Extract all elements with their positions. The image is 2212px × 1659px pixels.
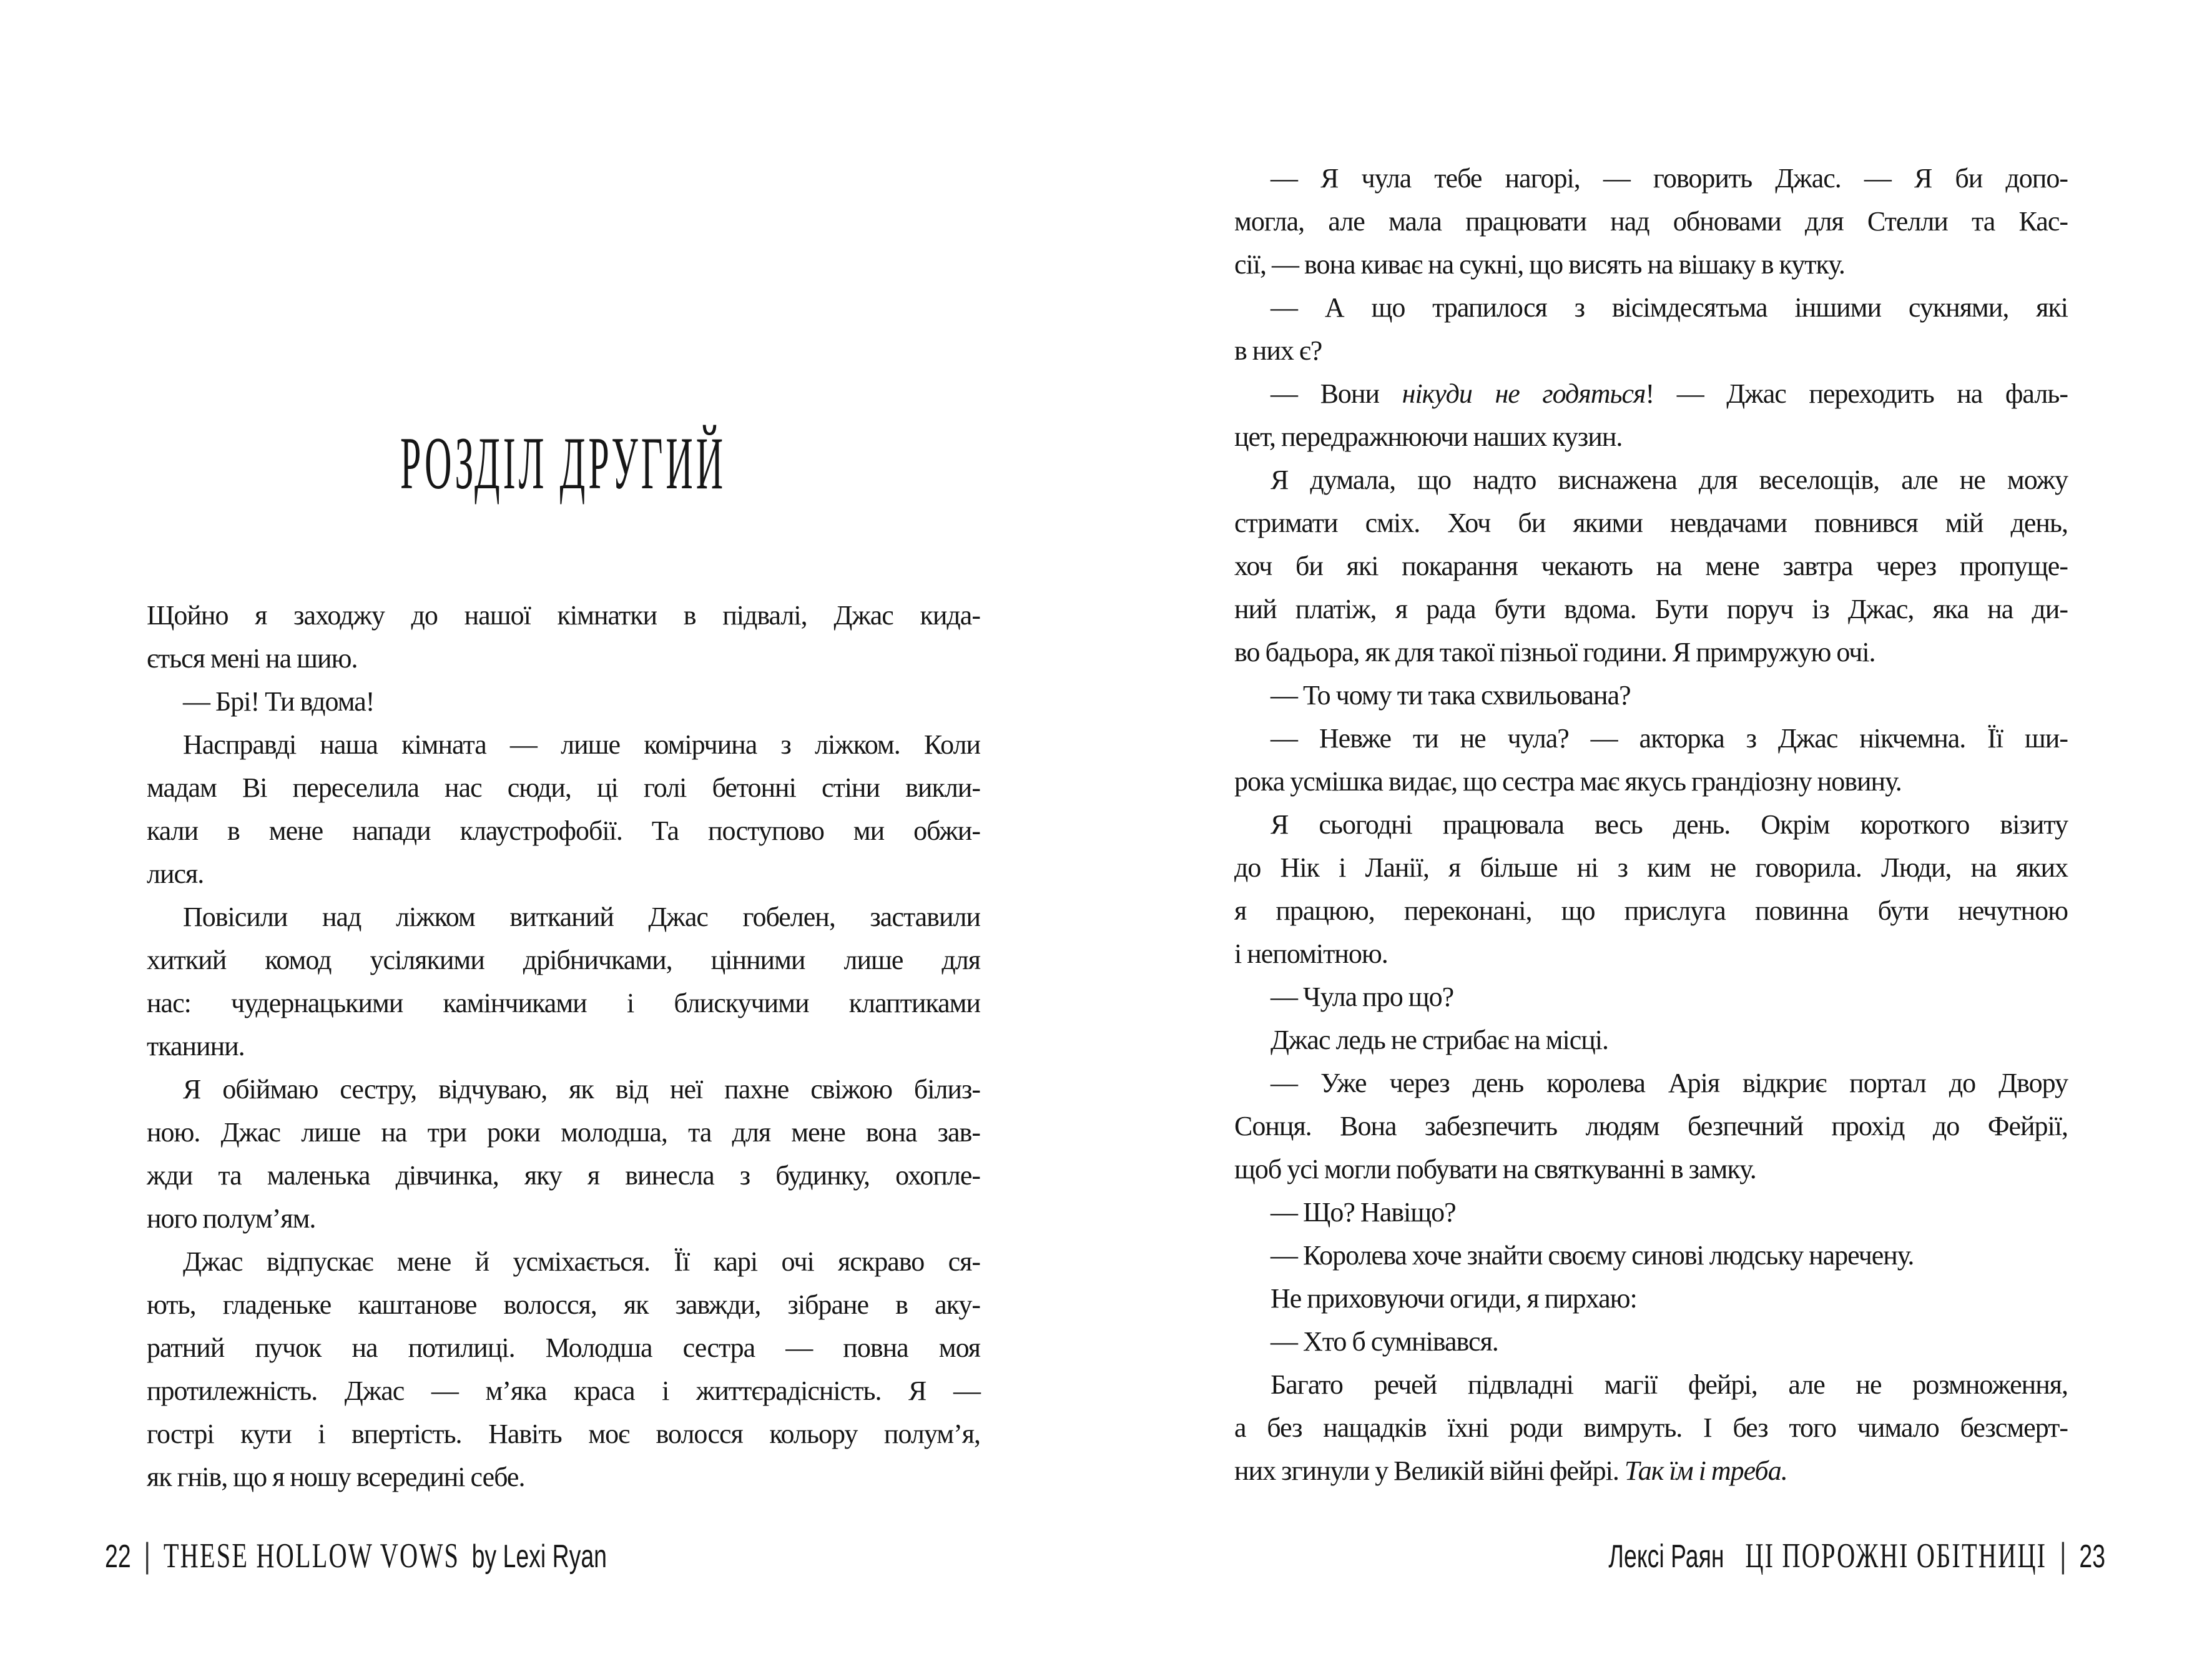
left-running-title: THESE HOLLOW VOWS bbox=[163, 1537, 460, 1575]
text-line: ний платіж, я рада бути вдома. Бути поруч із Джас, яка на ди- bbox=[1234, 594, 2068, 624]
footer-separator: | bbox=[144, 1535, 151, 1575]
paragraph bbox=[147, 895, 980, 1068]
text-line: Джас відпускає мене й усміхається. Її карі очі яскраво ся- bbox=[183, 1246, 980, 1277]
italic-text: нікуди не годяться bbox=[1402, 378, 1646, 409]
paragraph bbox=[1234, 458, 2068, 674]
text-line: мадам Ві переселила нас сюди, ці голі бетонні стіни викли- bbox=[147, 772, 980, 803]
text-line: — Брі! Ти вдома! bbox=[183, 686, 375, 717]
text-line: цет, передражнюючи наших кузин. bbox=[1234, 421, 1623, 452]
paragraph bbox=[1234, 372, 2068, 458]
text-line: ється мені на шию. bbox=[147, 643, 358, 674]
text-line: — Що? Навіщо? bbox=[1271, 1197, 1456, 1228]
paragraph bbox=[1234, 975, 2068, 1018]
text-line: во бадьора, як для такої пізньої години. Я примружую очі. bbox=[1234, 637, 1875, 667]
text-line: — А що трапилося з вісімдесятьма іншими сукнями, які bbox=[1271, 292, 2068, 323]
right-running-title: ЦІ ПОРОЖНІ ОБІТНИЦІ bbox=[1745, 1537, 2047, 1575]
paragraph bbox=[1234, 1061, 2068, 1191]
paragraph bbox=[147, 680, 980, 723]
text-line: Щойно я заходжу до нашої кімнатки в підвалі, Джас кида- bbox=[147, 600, 980, 631]
text-line: Я сьогодні працювала весь день. Окрім короткого візиту bbox=[1271, 809, 2068, 840]
text-line: Я обіймаю сестру, відчуваю, як від неї пахне свіжою білиз- bbox=[183, 1074, 980, 1105]
text-line: — Чула про що? bbox=[1271, 982, 1454, 1012]
text-line: протилежність. Джас — м’яка краса і життєрадісність. Я — bbox=[147, 1376, 980, 1406]
chapter-heading bbox=[147, 420, 980, 525]
paragraph bbox=[1234, 803, 2068, 975]
right-footer bbox=[1608, 1533, 2105, 1580]
text-line: хиткий комод усілякими дрібничками, цінними лише для bbox=[147, 945, 980, 975]
text-line: — Хто б сумнівався. bbox=[1271, 1326, 1498, 1357]
text-line: ною. Джас лише на три роки молодша, та для мене вона зав- bbox=[147, 1117, 980, 1148]
text-line: до Нік і Ланії, я більше ні з ким не говорила. Люди, на яких bbox=[1234, 852, 2068, 883]
text-line: Джас ледь не стрибає на місці. bbox=[1271, 1025, 1608, 1055]
text-line: нас: чудернацькими камінчиками і блискучими клаптиками bbox=[147, 988, 980, 1018]
text-line: — Уже через день королева Арія відкриє портал до Двору bbox=[1271, 1068, 2068, 1098]
text-line: як гнів, що я ношу всередині себе. bbox=[147, 1462, 525, 1492]
text-line: ного полум’ям. bbox=[147, 1203, 316, 1234]
paragraph bbox=[1234, 717, 2068, 803]
paragraph bbox=[1234, 674, 2068, 717]
text-line: рока усмішка видає, що сестра має якусь грандіозну новину. bbox=[1234, 766, 1902, 797]
text-line: Не приховуючи огиди, я пирхаю: bbox=[1271, 1283, 1637, 1314]
text-line: щоб усі могли побувати на святкуванні в замку. bbox=[1234, 1154, 1756, 1184]
text-line: і непомітною. bbox=[1234, 938, 1388, 969]
paragraph bbox=[1234, 1018, 2068, 1061]
paragraph bbox=[1234, 1320, 2068, 1363]
text-line: а без нащадків їхні роди вимруть. І без того чимало безсмерт- bbox=[1234, 1412, 2068, 1443]
italic-text: Так їм і треба. bbox=[1624, 1455, 1787, 1486]
text-line: — Вони нікуди не годяться! — Джас переходить на фаль- bbox=[1271, 378, 2068, 409]
right-page-text bbox=[1234, 157, 2068, 1492]
right-page-number: 23 bbox=[2079, 1538, 2105, 1575]
paragraph bbox=[1234, 1363, 2068, 1492]
text-line: — Невже ти не чула? — акторка з Джас нікчемна. Її ши- bbox=[1271, 723, 2068, 754]
text-line: могла, але мала працювати над обновами для Стелли та Кас- bbox=[1234, 206, 2068, 237]
text-line: хоч би які покарання чекають на мене завтра через пропуще- bbox=[1234, 551, 2068, 581]
paragraph bbox=[147, 594, 980, 680]
text-line: Сонця. Вона забезпечить людям безпечний прохід до Фейрії, bbox=[1234, 1111, 2068, 1141]
chapter-heading-text: РОЗДІЛ ДРУГИЙ bbox=[400, 421, 727, 505]
text-line: тканини. bbox=[147, 1031, 245, 1061]
text-line: — Я чула тебе нагорі, — говорить Джас. — Я би допо- bbox=[1271, 163, 2068, 194]
footer-separator: | bbox=[2059, 1535, 2067, 1575]
paragraph bbox=[1234, 1234, 2068, 1277]
paragraph bbox=[147, 1240, 980, 1499]
page-right bbox=[1106, 0, 2212, 1659]
right-footer-author: Лексі Раян bbox=[1608, 1538, 1724, 1575]
text-line: них згинули у Великій війні фейрі. Так їм і треба. bbox=[1234, 1455, 1787, 1486]
text-line: — Королева хоче знайти своєму синові людську наречену. bbox=[1271, 1240, 1914, 1271]
text-line: Багато речей підвладні магії фейрі, але не розмноження, bbox=[1271, 1369, 2068, 1400]
text-line: лися. bbox=[147, 859, 204, 889]
text-line: ють, гладеньке каштанове волосся, як завжди, зібране в аку- bbox=[147, 1289, 980, 1320]
text-line: в них є? bbox=[1234, 335, 1322, 366]
text-line: кали в мене напади клаустрофобії. Та поступово ми обжи- bbox=[147, 815, 980, 846]
paragraph bbox=[1234, 1191, 2068, 1234]
left-footer bbox=[105, 1533, 607, 1580]
left-page-number: 22 bbox=[105, 1538, 131, 1575]
left-footer-byline: by Lexi Ryan bbox=[471, 1538, 607, 1575]
paragraph bbox=[1234, 157, 2068, 286]
paragraph bbox=[1234, 286, 2068, 372]
text-line: Насправді наша кімната — лише комірчина з ліжком. Коли bbox=[183, 729, 980, 760]
paragraph bbox=[147, 1068, 980, 1240]
text-line: Повісили над ліжком витканий Джас гобелен, заставили bbox=[183, 902, 980, 932]
text-line: Я думала, що надто виснажена для веселощів, але не можу bbox=[1271, 465, 2068, 495]
left-page-text bbox=[147, 594, 980, 1499]
text-line: жди та маленька дівчинка, яку я винесла з будинку, охопле- bbox=[147, 1160, 980, 1191]
paragraph bbox=[1234, 1277, 2068, 1320]
text-line: гострі кути і впертість. Навіть моє волосся кольору полум’я, bbox=[147, 1419, 980, 1449]
text-line: — То чому ти така схвильована? bbox=[1271, 680, 1631, 711]
text-line: стримати сміх. Хоч би якими невдачами повнився мій день, bbox=[1234, 508, 2068, 538]
text-line: я працюю, переконані, що прислуга повинна бути нечутною bbox=[1234, 895, 2068, 926]
text-line: ратний пучок на потилиці. Молодша сестра — повна моя bbox=[147, 1332, 980, 1363]
text-line: сії, — вона киває на сукні, що висять на вішаку в кутку. bbox=[1234, 249, 1845, 280]
paragraph bbox=[147, 723, 980, 895]
